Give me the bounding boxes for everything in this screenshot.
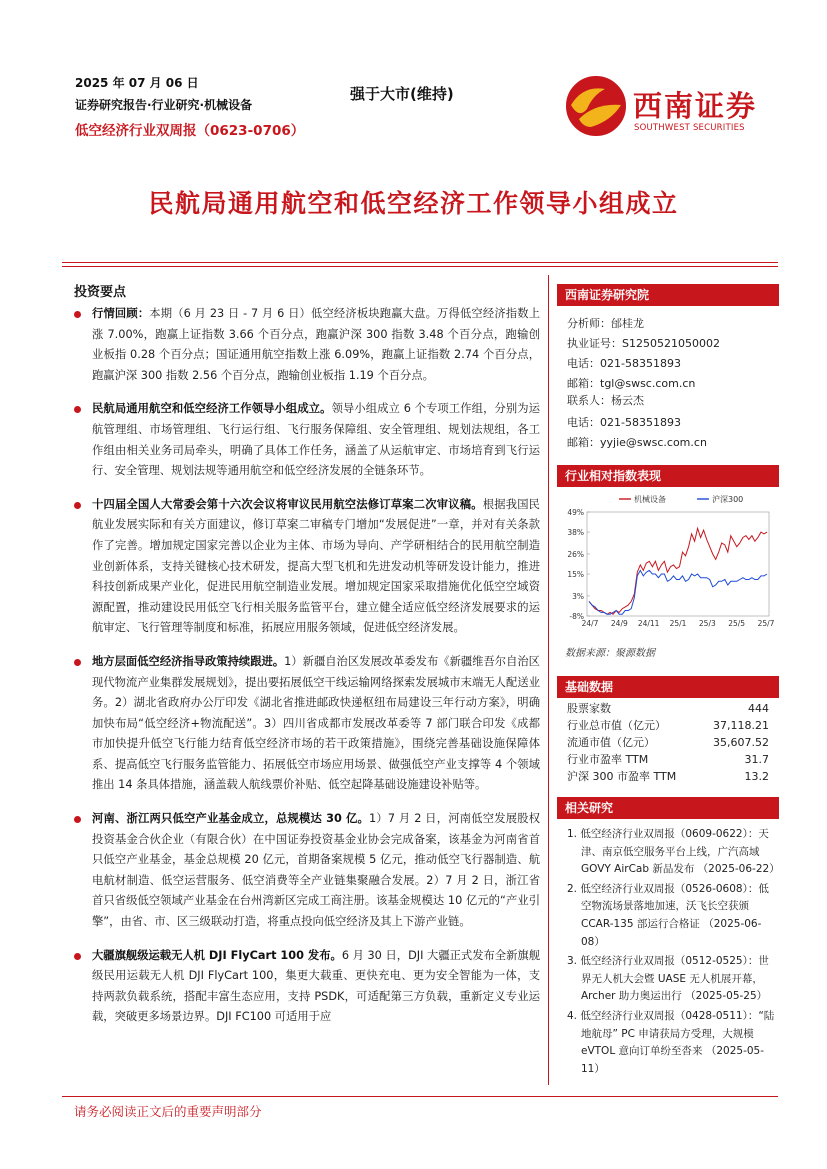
key-data-label: 行业总市值（亿元） — [567, 719, 666, 732]
key-data-label: 行业市盈率 TTM — [567, 753, 649, 766]
highlight-text: 1）新疆自治区发展改革委发布《新疆维吾尔自治区现代物流产业集群发展规划》，提出要拓展低空干线运输网络探索发展城市末端无人配送业务。2）湖北省政府办公厅印发《湖北省推进邮政快递枢纽布局建设三年行动方案》，明确加快布局“低空经济+物流配送”。3）四川省成都市发展改革委等 7 部门联合印发《成都市加快提升低空飞行能力结育低空经济市场的若干政策措施》，围绕完善基础设施保障体系、提高低空飞行服务监管能力、拓展低空市场应用场景、做强低空产业支撑等 4 个领域推出 14 条具体措施，涵盖载人航线票价补贴、低空起降基础设施建设补贴等。 — [92, 654, 540, 792]
report-series: 低空经济行业双周报（0623-0706） — [75, 123, 305, 139]
highlight-lead: 民航局通用航空和低空经济工作领导小组成立。 — [92, 402, 332, 416]
legend-label: 沪深300 — [712, 495, 744, 504]
highlight-lead: 十四届全国人大常委会第十六次会议将审议民用航空法修订草案二次审议稿。 — [92, 497, 483, 511]
highlight-item — [74, 652, 540, 796]
key-data-row — [567, 751, 769, 768]
highlight-lead: 大疆旗舰级运载无人机 DJI FlyCart 100 发布。 — [92, 948, 342, 962]
key-data-heading: 基础数据 — [557, 676, 779, 698]
relative-index-chart — [557, 490, 779, 640]
x-tick-label: 24/11 — [637, 619, 660, 628]
related-item[interactable]: 4. 低空经济行业双周报（0428-0511）：“陆地航母” PC 申请获局方受理，大规模 eVTOL 意向订单纷至沓来 （2025-05-11） — [567, 1009, 775, 1075]
institute-heading: 西南证券研究院 — [557, 284, 779, 306]
analyst-email[interactable]: tgl@swsc.com.cn — [600, 377, 696, 390]
key-data-table — [567, 700, 769, 785]
analyst-name: 邰桂龙 — [611, 317, 644, 330]
contact-label: 联系人： — [567, 394, 611, 407]
related-item[interactable]: 1. 低空经济行业双周报（0609-0622）：天津、南京低空服务平台上线，广汽高域 GOVY AirCab 新品发布 （2025-06-22） — [567, 828, 780, 876]
highlight-lead: 行情回顾： — [92, 307, 150, 320]
logo-cn: 西南证券 — [633, 89, 758, 123]
related-list — [567, 826, 780, 1080]
y-tick-label: 49% — [567, 508, 584, 517]
highlight-text: 领导小组成立 6 个专项工作组，分别为运航管理组、市场管理组、飞行运行组、飞行服务保障组、安全管理组、规划法规组，各工作组由相关业务司局牵头，明确了具体工作任务，涵盖了从运航审定、市场培育到飞行运行、安全管理、规划法规等通用航空和低空经济发展的全链条环节。 — [92, 402, 540, 478]
highlight-item — [74, 946, 540, 1028]
rating: 强于大市(维持) — [350, 85, 454, 103]
column-divider — [548, 275, 549, 1085]
analyst-tel: 021-58351893 — [600, 357, 681, 370]
contact-email[interactable]: yyjie@swsc.com.cn — [600, 436, 707, 449]
highlight-item — [74, 304, 540, 386]
highlight-text: 根据我国民航业发展实际和有关方面建议，修订草案二审稿专门增加“发展促进”一章，并对有关条款作了完善。增加规定国家完善以企业为主体、市场为导向、产学研相结合的民用航空制造业创新体系，支持关键核心技术研发，提高大型飞机和先进发动机等研发设计能力，推进科技创新成果产业化，促进民用航空制造业发展。增加规定国家采取措施优化低空空域资源配置，推动建设民用低空飞行相关服务监管平台，建立健全适应低空经济发展要求的运航审定、飞行管理等制度和标准，拓展应用服务领域，促进低空经济发展。 — [92, 497, 540, 635]
company-logo-icon — [565, 75, 629, 137]
key-data-label: 流通市值（亿元） — [567, 736, 655, 749]
key-data-value: 31.7 — [744, 753, 769, 766]
related-item[interactable]: 2. 低空经济行业双周报（0526-0608）：低空物流场景落地加速，沃飞长空获颁 CCAR-135 部运行合格证 （2025-06-08） — [567, 882, 769, 948]
highlight-item — [74, 399, 540, 481]
related-item[interactable]: 3. 低空经济行业双周报（0512-0525）：世界无人机大会暨 UASE 无人机展开幕，Archer 助力奥运出行 （2025-05-25） — [567, 955, 769, 1003]
contact-info — [567, 391, 707, 453]
highlight-text: 本期（6 月 23 日 - 7 月 6 日）低空经济板块跑赢大盘。万得低空经济指数上涨 7.00%，跑赢上证指数 3.66 个百分点，跑赢沪深 300 指数 3.48 个百分点，跑输创业板指 0.28 个百分点；国证通用航空指数上涨 6.09%，跑赢上证指数 2.74 个百分点，跑赢沪深 300 指数 2.56 个百分点，跑输创业板指 1.19 个百分点。 — [92, 307, 540, 382]
key-data-label: 沪深 300 市盈率 TTM — [567, 770, 677, 783]
bullet-icon — [74, 311, 81, 318]
x-tick-label: 24/7 — [581, 619, 599, 628]
contact-name: 杨云杰 — [611, 394, 644, 407]
title-divider-2 — [62, 266, 778, 267]
chart-source: 数据来源：聚源数据 — [565, 648, 655, 659]
x-tick-label: 25/1 — [669, 619, 687, 628]
bullet-icon — [74, 502, 81, 509]
y-tick-label: -8% — [569, 612, 584, 621]
highlight-text: 1）7 月 2 日，河南低空发展股权投资基金合伙企业（有限合伙）在中国证券投资基金业协会完成备案，该基金为河南省首只低空产业基金，基金总规模 20 亿元，首期备案规模 5 亿元，推动低空飞行器制造、航电航材制造、低空运营服务、低空消费等全产业链集聚融合发展。2）7 月 2 日，浙江省首只省级低空领域产业基金在台州湾新区完成工商注册。该基金规模达 10 亿元的“产业引擎”，由省、市、区三级联动打造，将重点投向低空经济及其上下游产业链。 — [92, 812, 540, 929]
x-tick-label: 25/7 — [757, 619, 775, 628]
y-tick-label: 38% — [567, 528, 584, 538]
x-tick-label: 25/3 — [698, 619, 716, 628]
x-tick-label: 25/5 — [728, 619, 746, 628]
key-data-value: 37,118.21 — [713, 719, 769, 732]
analyst-info — [567, 314, 720, 394]
key-data-value: 13.2 — [744, 770, 769, 783]
key-data-row — [567, 700, 769, 717]
report-title: 民航局通用航空和低空经济工作领导小组成立 — [148, 189, 679, 218]
key-data-row — [567, 768, 769, 785]
license-number: S1250521050002 — [622, 337, 720, 350]
highlight-lead: 地方层面低空经济指导政策持续跟进。 — [92, 654, 285, 668]
analyst-label: 分析师： — [567, 317, 611, 330]
bullet-icon — [74, 659, 81, 666]
footer-disclaimer: 请务必阅读正文后的重要声明部分 — [74, 1104, 262, 1119]
report-category: 证券研究报告·行业研究·机械设备 — [75, 98, 253, 112]
tel-label: 电话： — [567, 357, 600, 370]
logo-en: SOUTHWEST SECURITIES — [634, 123, 745, 133]
bullet-icon — [74, 816, 81, 823]
highlight-text: 6 月 30 日，DJI 大疆正式发布全新旗舰级民用运载无人机 DJI FlyCart 100，集更大载重、更快充电、更为安全智能为一体，支持两款负载系统，搭配丰富生态应用，支持 PSDK，可适配第三方负载，重新定义专业运载，突破更多场景边界。DJI FC100 可适用于应 — [92, 948, 540, 1024]
email-label: 邮箱： — [567, 377, 600, 390]
x-tick-label: 24/9 — [610, 619, 628, 628]
title-divider — [62, 262, 778, 263]
email-label: 邮箱： — [567, 436, 600, 449]
bullet-icon — [74, 953, 81, 960]
key-data-label: 股票家数 — [567, 702, 611, 715]
y-tick-label: 15% — [567, 570, 584, 580]
key-data-row — [567, 717, 769, 734]
related-heading: 相关研究 — [557, 797, 779, 819]
key-data-value: 35,607.52 — [713, 736, 769, 749]
series-line-csi300 — [589, 570, 767, 614]
highlight-lead: 河南、浙江两只低空产业基金成立，总规模达 30 亿。 — [92, 812, 370, 826]
contact-tel: 021-58351893 — [600, 416, 681, 429]
tel-label: 电话： — [567, 416, 600, 429]
y-tick-label: 26% — [567, 549, 584, 559]
plot-frame — [587, 512, 769, 616]
key-data-value: 444 — [748, 702, 769, 715]
legend-label: 机械设备 — [634, 495, 666, 504]
bullet-icon — [74, 406, 81, 413]
key-data-row — [567, 734, 769, 751]
license-label: 执业证号： — [567, 337, 622, 350]
report-date: 2025 年 07 月 06 日 — [75, 76, 199, 90]
highlights-heading: 投资要点 — [74, 285, 127, 300]
highlight-item — [74, 495, 540, 639]
chart-heading: 行业相对指数表现 — [557, 465, 779, 487]
series-line-machinery — [589, 528, 767, 614]
footer-divider — [62, 1096, 778, 1097]
y-tick-label: 3% — [572, 591, 584, 601]
highlights-list — [74, 304, 540, 1041]
highlight-item — [74, 809, 540, 933]
